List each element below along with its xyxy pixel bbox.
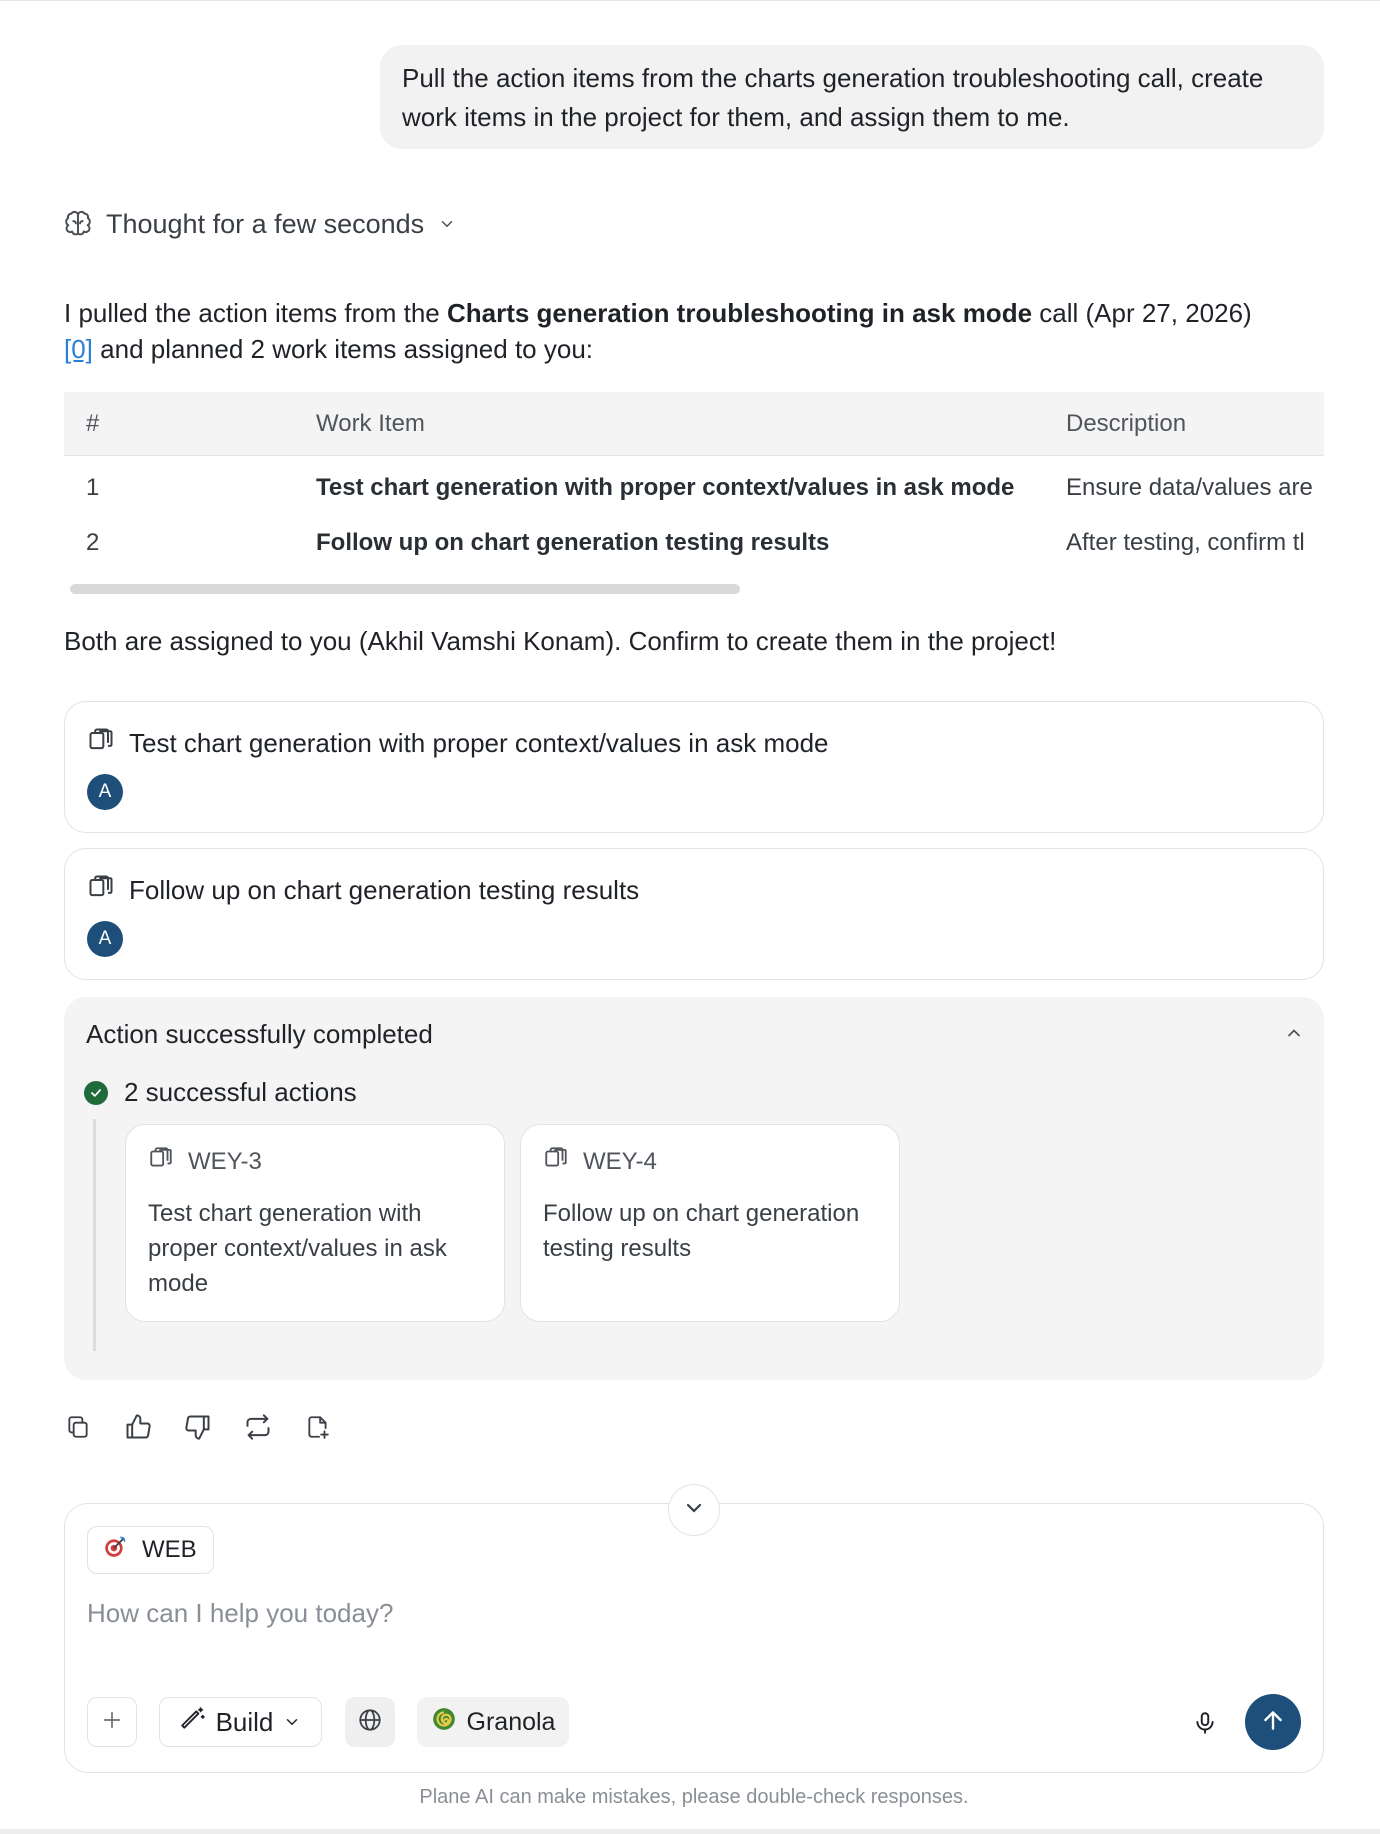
- assignment-summary: Both are assigned to you (Akhil Vamshi Konam). Confirm to create them in the project!: [64, 626, 1057, 656]
- top-divider: [0, 0, 1380, 1]
- work-item-name: Follow up on chart generation testing results: [543, 1200, 860, 1262]
- table-header: [64, 392, 1324, 456]
- table-cell-description: Ensure data/values are: [1066, 474, 1313, 501]
- table-cell-work-item: Test chart generation with proper context/values in ask mode: [316, 474, 1015, 501]
- table-cell-work-item: Follow up on chart generation testing results: [316, 529, 830, 556]
- bottom-divider: [0, 1829, 1380, 1834]
- scroll-to-bottom-button[interactable]: [668, 1484, 720, 1536]
- work-item-preview-title: Follow up on chart generation testing results: [129, 875, 640, 905]
- action-result-panel: [64, 997, 1324, 1380]
- work-item-preview-card[interactable]: [64, 848, 1324, 980]
- web-chip-label: WEB: [142, 1536, 197, 1563]
- work-item-id: WEY-4: [583, 1147, 657, 1175]
- intro-text-2: call (Apr 27, 2026): [1032, 298, 1252, 328]
- citation-link[interactable]: [0]: [64, 334, 93, 364]
- ai-disclaimer: Plane AI can make mistakes, please double-check responses.: [419, 1786, 969, 1808]
- work-item-id: WEY-3: [188, 1147, 262, 1175]
- table-header-work-item: Work Item: [316, 410, 425, 437]
- chat-composer: [64, 1503, 1324, 1773]
- work-item-icon: [543, 1145, 569, 1178]
- chevron-down-icon: [682, 1496, 706, 1525]
- user-message-text: Pull the action items from the charts generation troubleshooting call, create work items in the project for them, and assign them to me.: [402, 63, 1264, 132]
- success-count-label: 2 successful actions: [124, 1077, 357, 1107]
- assignee-avatar: A: [87, 921, 123, 957]
- microphone-icon[interactable]: [1192, 1709, 1218, 1742]
- work-item-name: Test chart generation with proper context/values in ask mode: [148, 1200, 447, 1297]
- globe-icon: [357, 1707, 383, 1738]
- table-header-number: #: [86, 410, 100, 437]
- table-cell-description: After testing, confirm tl: [1066, 529, 1305, 556]
- chevron-down-icon: [438, 215, 456, 233]
- check-circle-icon: [84, 1081, 108, 1105]
- thumbs-down-icon[interactable]: [184, 1412, 212, 1442]
- target-icon: [102, 1534, 128, 1567]
- add-page-icon[interactable]: [304, 1412, 332, 1442]
- intro-call-name: Charts generation troubleshooting in ask mode: [446, 298, 1033, 328]
- granola-logo-icon: [431, 1706, 457, 1739]
- magic-wand-icon: [180, 1706, 206, 1739]
- table-header-description: Description: [1066, 410, 1187, 437]
- chevron-up-icon[interactable]: [1284, 1023, 1304, 1048]
- add-attachment-button[interactable]: [87, 1697, 137, 1747]
- response-actions: [64, 1412, 332, 1442]
- thought-label: Thought for a few seconds: [106, 208, 425, 239]
- work-item-preview-title: Test chart generation with proper context/values in ask mode: [129, 728, 829, 758]
- work-item-icon: [148, 1145, 174, 1178]
- granola-label: Granola: [466, 1707, 556, 1736]
- thought-toggle[interactable]: [64, 206, 456, 242]
- table-horizontal-scrollbar[interactable]: [70, 584, 740, 594]
- thumbs-up-icon[interactable]: [124, 1412, 152, 1442]
- message-input[interactable]: How can I help you today?: [87, 1598, 394, 1628]
- user-message-bubble: [380, 45, 1324, 149]
- created-work-item-card[interactable]: [125, 1124, 505, 1322]
- intro-text-1: I pulled the action items from the: [64, 298, 447, 328]
- mode-select-button[interactable]: [159, 1697, 322, 1747]
- assistant-intro: [64, 295, 1324, 367]
- created-work-item-card[interactable]: [520, 1124, 900, 1322]
- brain-icon: [64, 210, 92, 238]
- work-item-icon: [87, 873, 115, 908]
- chevron-down-icon: [283, 1707, 301, 1738]
- retry-icon[interactable]: [244, 1412, 272, 1442]
- web-source-chip[interactable]: [87, 1526, 214, 1574]
- success-summary: [84, 1077, 357, 1108]
- send-button[interactable]: [1245, 1694, 1301, 1750]
- table-cell-number: 2: [86, 529, 100, 556]
- arrow-up-icon: [1260, 1707, 1286, 1738]
- work-items-table: [64, 392, 1324, 600]
- copy-icon[interactable]: [64, 1412, 92, 1442]
- work-item-preview-card[interactable]: [64, 701, 1324, 833]
- mode-label: Build: [215, 1706, 274, 1737]
- web-search-toggle[interactable]: [345, 1697, 395, 1747]
- action-panel-title: Action successfully completed: [86, 1019, 433, 1049]
- granola-integration-button[interactable]: [417, 1697, 569, 1747]
- assignee-avatar: A: [87, 774, 123, 810]
- timeline-line: [93, 1119, 96, 1351]
- work-item-icon: [87, 726, 115, 761]
- plus-icon: [101, 1709, 123, 1736]
- table-cell-number: 1: [86, 474, 100, 501]
- intro-text-3: and planned 2 work items assigned to you:: [92, 334, 594, 364]
